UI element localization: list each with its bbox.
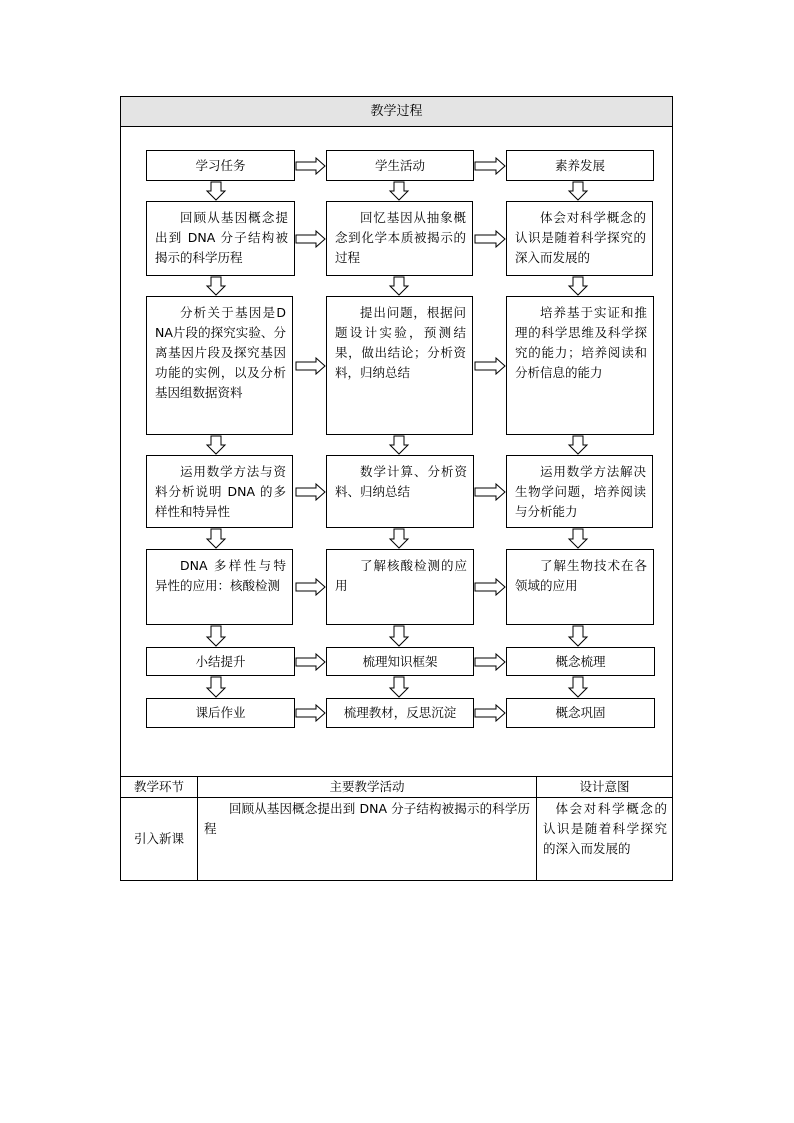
flow-literacy-2: 培养基于实证和推理的科学思维及科学探究的能力；培养阅读和分析信息的能力 bbox=[506, 296, 654, 435]
table-header-intent: 设计意图 bbox=[579, 779, 630, 794]
flow-homework-literacy: 概念巩固 bbox=[506, 698, 655, 728]
flow-activity-3: 数学计算、分析资料、归纳总结 bbox=[326, 455, 474, 528]
flow-task-4: DNA 多样性与特异性的应用：核酸检测 bbox=[146, 549, 293, 625]
flow-literacy-1: 体会对科学概念的认识是随着科学探究的深入而发展的 bbox=[506, 201, 653, 276]
section-title: 教学过程 bbox=[121, 97, 672, 127]
flow-summary-literacy: 概念梳理 bbox=[506, 647, 655, 676]
flow-homework-activity: 梳理教材，反思沉淀 bbox=[326, 698, 474, 728]
table-activity-cell: 回顾从基因概念提出到 DNA 分子结构被揭示的科学历程 bbox=[204, 801, 530, 836]
flow-summary-activity: 梳理知识框架 bbox=[326, 647, 474, 676]
flow-activity-1: 回忆基因从抽象概念到化学本质被揭示的过程 bbox=[326, 201, 473, 276]
flow-homework-task: 课后作业 bbox=[146, 698, 295, 728]
flow-column-header-activity: 学生活动 bbox=[326, 150, 474, 181]
flow-column-header-task: 学习任务 bbox=[146, 150, 295, 181]
table-stage-cell: 引入新课 bbox=[133, 831, 184, 846]
flow-literacy-3: 运用数学方法解决生物学问题，培养阅读与分析能力 bbox=[506, 455, 653, 528]
flow-activity-4: 了解核酸检测的应用 bbox=[326, 549, 474, 625]
flow-summary-task: 小结提升 bbox=[146, 647, 295, 676]
table-header-stage: 教学环节 bbox=[133, 779, 184, 794]
flow-activity-2: 提出问题，根据问题设计实验，预测结果，做出结论；分析资料，归纳总结 bbox=[326, 296, 473, 435]
flow-column-header-literacy: 素养发展 bbox=[506, 150, 654, 181]
table-header-activity: 主要教学活动 bbox=[329, 779, 405, 794]
flow-task-2: 分析关于基因是DNA片段的探究实验、分离基因片段及探究基因功能的实例，以及分析基因组数据资料 bbox=[146, 296, 293, 435]
flow-task-3: 运用数学方法与资料分析说明 DNA 的多样性和特异性 bbox=[146, 455, 293, 528]
table-intent-cell: 体会对科学概念的认识是随着科学探究的深入而发展的 bbox=[543, 801, 667, 856]
flow-literacy-4: 了解生物技术在各领域的应用 bbox=[506, 549, 654, 625]
flow-task-1: 回顾从基因概念提出到 DNA 分子结构被揭示的科学历程 bbox=[146, 201, 295, 276]
